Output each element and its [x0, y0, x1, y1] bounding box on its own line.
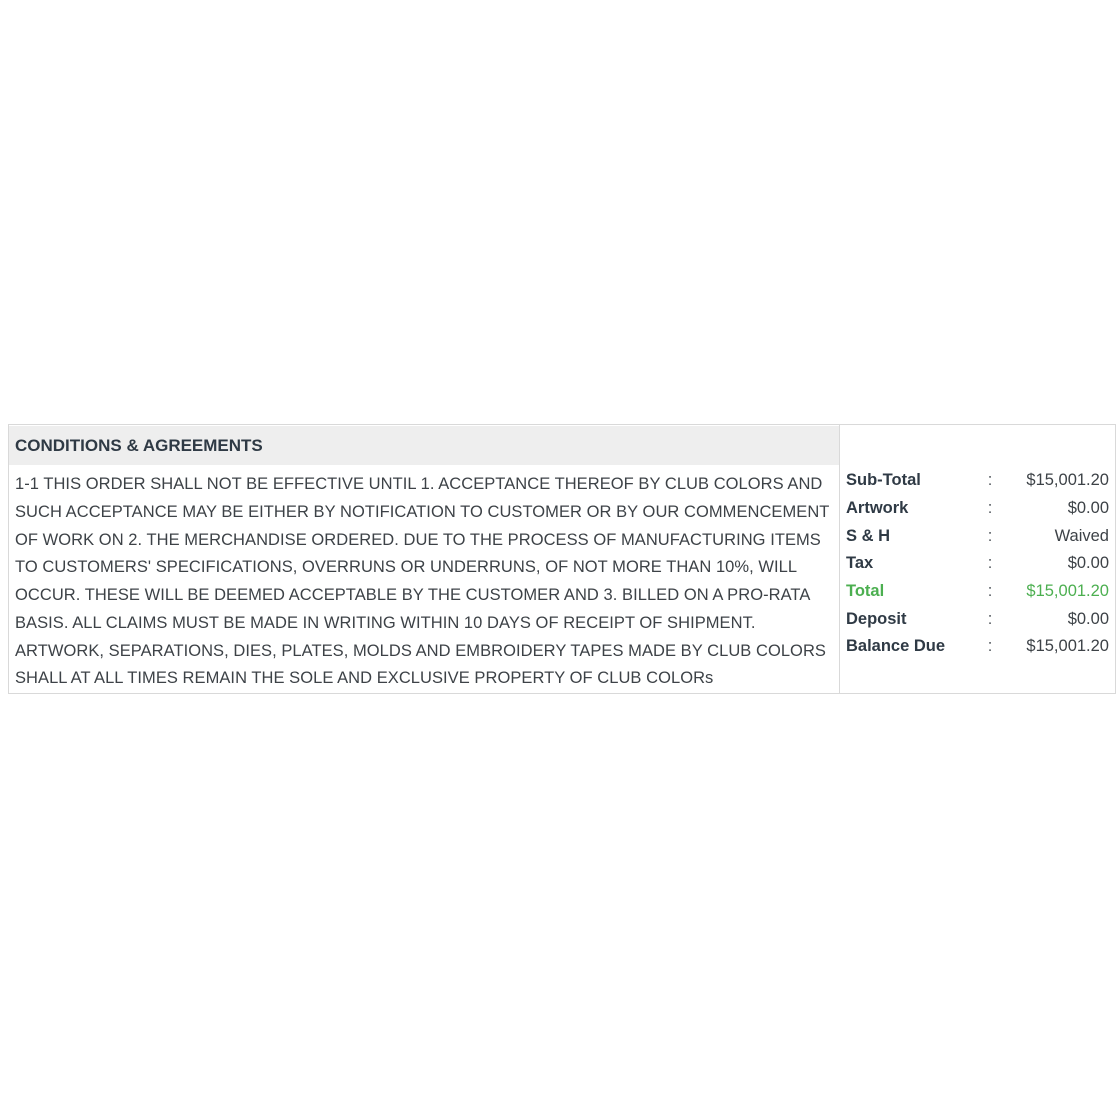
shipping-separator: : — [987, 526, 993, 545]
totals-row-total — [846, 578, 1109, 606]
subtotal-separator: : — [987, 471, 993, 490]
artwork-value: $0.00 — [1067, 499, 1109, 518]
totals-section — [840, 425, 1115, 693]
shipping-label: S & H — [846, 526, 891, 545]
balance-due-value: $15,001.20 — [1026, 637, 1109, 656]
subtotal-label: Sub-Total — [846, 471, 921, 490]
conditions-section — [9, 425, 840, 693]
totals-row-tax — [846, 550, 1109, 578]
totals-row-shipping — [846, 522, 1109, 550]
tax-value: $0.00 — [1067, 554, 1109, 573]
totals-row-artwork — [846, 495, 1109, 523]
shipping-value: Waived — [1054, 526, 1109, 545]
totals-row-balance-due — [846, 633, 1109, 661]
totals-row-deposit — [846, 605, 1109, 633]
artwork-separator: : — [987, 499, 993, 518]
deposit-separator: : — [987, 609, 993, 628]
total-value: $15,001.20 — [1026, 582, 1109, 601]
balance-due-label: Balance Due — [846, 637, 946, 656]
order-summary-panel — [8, 424, 1116, 694]
deposit-value: $0.00 — [1067, 609, 1109, 628]
tax-label: Tax — [846, 554, 874, 573]
subtotal-value: $15,001.20 — [1026, 471, 1109, 490]
totals-row-subtotal — [846, 467, 1109, 495]
conditions-title: CONDITIONS & AGREEMENTS — [9, 426, 839, 465]
balance-due-separator: : — [987, 637, 993, 656]
artwork-label: Artwork — [846, 499, 909, 518]
conditions-text: 1-1 THIS ORDER SHALL NOT BE EFFECTIVE UNTIL 1. ACCEPTANCE THEREOF BY CLUB COLORS AND SUCH ACCEPTANCE MAY BE EITHER BY NOTIFICATION TO CUSTOMER OR BY OUR COMMENCEMENT OF WORK ON 2. THE MERCHANDISE ORDERED. DUE TO THE PROCESS OF MANUFACTURING ITEMS TO CUSTOMERS' SPECIFICATIONS, OVERRUNS OR UNDERRUNS, OF NOT MORE THAN 10%, WILL OCCUR. THESE WILL BE DEEMED ACCEPTABLE BY THE CUSTOMER AND 3. BILLED ON A PRO-RATA BASIS. ALL CLAIMS MUST BE MADE IN WRITING WITHIN 10 DAYS OF RECEIPT OF SHIPMENT. ARTWORK, SEPARATIONS, DIES, PLATES, MOLDS AND EMBROIDERY TAPES MADE BY CLUB COLORS SHALL AT ALL TIMES REMAIN THE SOLE AND EXCLUSIVE PROPERTY OF CLUB COLORs — [15, 475, 830, 688]
deposit-label: Deposit — [846, 609, 907, 628]
total-separator: : — [987, 582, 993, 601]
tax-separator: : — [987, 554, 993, 573]
total-label: Total — [846, 582, 885, 601]
